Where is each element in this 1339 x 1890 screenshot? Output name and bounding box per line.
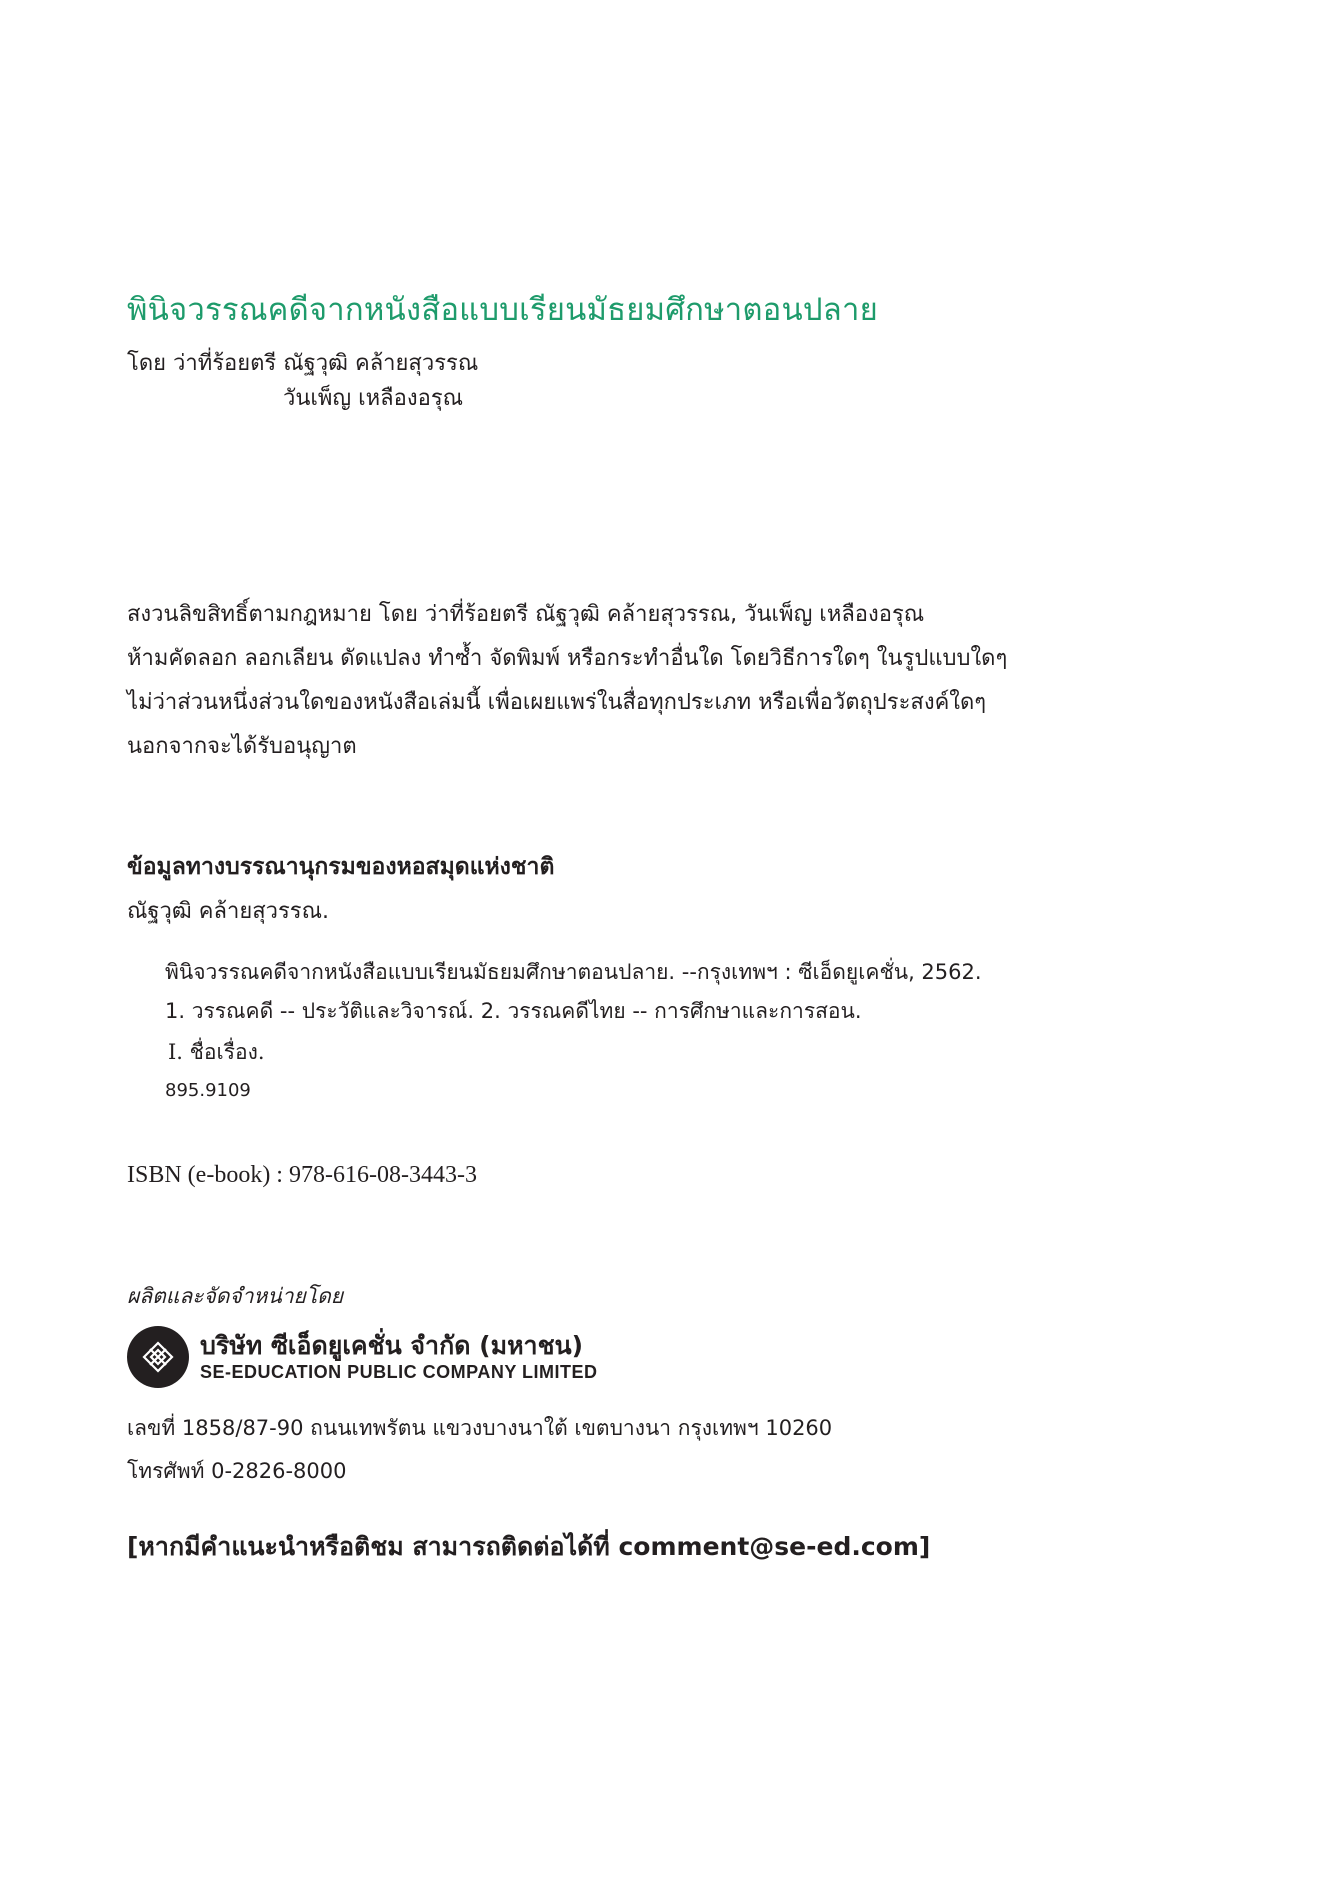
author-line-1: โดย ว่าที่ร้อยตรี ณัฐวุฒิ คล้ายสุวรรณ: [127, 351, 479, 376]
cip-author: ณัฐวุฒิ คล้ายสุวรรณ.: [127, 899, 330, 924]
copyright-line: ไม่ว่าส่วนหนึ่งส่วนใดของหนังสือเล่มนี้ เพื่อเผยแพร่ในสื่อทุกประเภท หรือเพื่อวัตถุประสงค์ใดๆ: [127, 690, 987, 715]
se-ed-knot-logo-icon: [127, 1326, 189, 1388]
company-name-english: SE-EDUCATION PUBLIC COMPANY LIMITED: [200, 1362, 598, 1382]
book-title: พินิจวรรณคดีจากหนังสือแบบเรียนมัธยมศึกษาตอนปลาย: [127, 292, 878, 328]
distributed-by-label: ผลิตและจัดจำหน่ายโดย: [127, 1284, 344, 1308]
copyright-line: สงวนลิขสิทธิ์ตามกฎหมาย โดย ว่าที่ร้อยตรี ณัฐวุฒิ คล้ายสุวรรณ, วันเพ็ญ เหลืองอรุณ: [127, 602, 925, 627]
cip-line: I. ชื่อเรื่อง.: [168, 1040, 265, 1064]
publisher-phone: โทรศัพท์ 0-2826-8000: [127, 1459, 347, 1483]
cip-heading: ข้อมูลทางบรรณานุกรมของหอสมุดแห่งชาติ: [127, 854, 555, 880]
copyright-line: นอกจากจะได้รับอนุญาต: [127, 734, 357, 759]
copyright-line: ห้ามคัดลอก ลอกเลียน ดัดแปลง ทำซ้ำ จัดพิมพ์ หรือกระทำอื่นใด โดยวิธีการใดๆ ในรูปแบบใดๆ: [127, 646, 1008, 671]
isbn: ISBN (e-book) : 978-616-08-3443-3: [127, 1162, 477, 1188]
company-name-thai: บริษัท ซีเอ็ดยูเคชั่น จำกัด (มหาชน): [200, 1331, 584, 1360]
author-line-2: วันเพ็ญ เหลืองอรุณ: [283, 386, 464, 411]
comment-contact-line: [หากมีคำแนะนำหรือติชม สามารถติดต่อได้ที่ comment@se-ed.com]: [127, 1532, 931, 1561]
publisher-address: เลขที่ 1858/87-90 ถนนเทพรัตน แขวงบางนาใต้ เขตบางนา กรุงเทพฯ 10260: [127, 1416, 833, 1440]
cip-classification-number: 895.9109: [165, 1080, 251, 1101]
cip-line: 1. วรรณคดี -- ประวัติและวิจารณ์. 2. วรรณคดีไทย -- การศึกษาและการสอน.: [165, 999, 862, 1023]
cip-line: พินิจวรรณคดีจากหนังสือแบบเรียนมัธยมศึกษาตอนปลาย. --กรุงเทพฯ : ซีเอ็ดยูเคชั่น, 2562.: [165, 960, 982, 984]
